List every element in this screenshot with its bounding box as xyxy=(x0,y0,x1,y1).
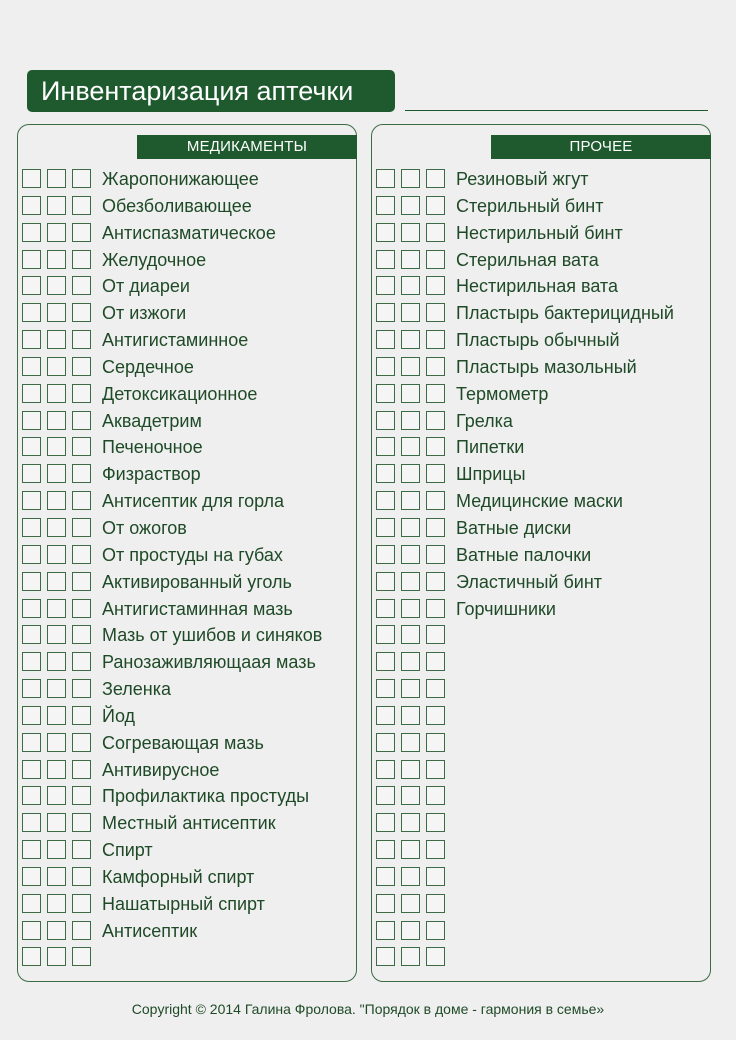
checkbox-1[interactable] xyxy=(22,921,41,940)
checkbox-3[interactable] xyxy=(72,813,91,832)
checklist-row xyxy=(22,303,352,330)
checkbox-1[interactable] xyxy=(22,196,41,215)
checkbox-3[interactable] xyxy=(426,250,445,269)
checkbox-2[interactable] xyxy=(47,813,66,832)
checkbox-1[interactable] xyxy=(376,867,395,886)
checkbox-2[interactable] xyxy=(401,760,420,779)
checkbox-3[interactable] xyxy=(72,196,91,215)
item-label: Пипетки xyxy=(456,437,525,458)
checkbox-2[interactable] xyxy=(401,357,420,376)
checkbox-1[interactable] xyxy=(22,464,41,483)
checkbox-2[interactable] xyxy=(47,840,66,859)
checkbox-2[interactable] xyxy=(401,840,420,859)
checklist-row xyxy=(376,330,706,357)
checkbox-2[interactable] xyxy=(47,276,66,295)
checklist-row xyxy=(22,250,352,277)
item-label: Камфорный спирт xyxy=(102,866,255,887)
checkbox-3[interactable] xyxy=(72,518,91,537)
checkbox-2[interactable] xyxy=(47,545,66,564)
checkbox-1[interactable] xyxy=(22,545,41,564)
item-label: От диареи xyxy=(102,276,190,297)
checkbox-2[interactable] xyxy=(401,384,420,403)
checklist-row xyxy=(22,411,352,438)
checkbox-2[interactable] xyxy=(401,491,420,510)
checkbox-1[interactable] xyxy=(376,169,395,188)
checklist-row xyxy=(376,357,706,384)
checkbox-2[interactable] xyxy=(47,921,66,940)
checkbox-3[interactable] xyxy=(426,706,445,725)
checkbox-2[interactable] xyxy=(47,572,66,591)
item-label: Шприцы xyxy=(456,464,526,485)
checkbox-3[interactable] xyxy=(72,599,91,618)
checklist-row xyxy=(22,652,352,679)
item-label: Физраствор xyxy=(102,464,201,485)
checkbox-1[interactable] xyxy=(22,840,41,859)
checkbox-1[interactable] xyxy=(22,679,41,698)
item-label: От простуды на губах xyxy=(102,544,283,565)
checkbox-1[interactable] xyxy=(376,599,395,618)
checkbox-3[interactable] xyxy=(426,411,445,430)
checklist-row xyxy=(376,760,706,787)
checkbox-1[interactable] xyxy=(376,813,395,832)
checklist-row xyxy=(376,599,706,626)
checkbox-3[interactable] xyxy=(72,545,91,564)
checkbox-2[interactable] xyxy=(47,357,66,376)
item-label: Пластырь обычный xyxy=(456,330,620,351)
checkbox-1[interactable] xyxy=(376,223,395,242)
checkbox-2[interactable] xyxy=(47,437,66,456)
checkbox-3[interactable] xyxy=(426,840,445,859)
checkbox-3[interactable] xyxy=(72,947,91,966)
checkbox-2[interactable] xyxy=(401,250,420,269)
checkbox-3[interactable] xyxy=(72,276,91,295)
checkbox-2[interactable] xyxy=(47,196,66,215)
page-title: Инвентаризация аптечки xyxy=(27,70,395,112)
item-label: Нашатырный спирт xyxy=(102,893,265,914)
checkbox-3[interactable] xyxy=(72,652,91,671)
item-label: От ожогов xyxy=(102,517,187,538)
checkbox-3[interactable] xyxy=(426,384,445,403)
checkbox-2[interactable] xyxy=(401,813,420,832)
checkbox-1[interactable] xyxy=(22,491,41,510)
checkbox-2[interactable] xyxy=(401,276,420,295)
checkbox-1[interactable] xyxy=(22,652,41,671)
checkbox-2[interactable] xyxy=(401,599,420,618)
item-label: Антисептик xyxy=(102,920,198,941)
checkbox-2[interactable] xyxy=(47,330,66,349)
checkbox-1[interactable] xyxy=(22,169,41,188)
checkbox-1[interactable] xyxy=(22,330,41,349)
checkbox-2[interactable] xyxy=(47,867,66,886)
checkbox-2[interactable] xyxy=(47,223,66,242)
checklist-row xyxy=(22,599,352,626)
checkbox-1[interactable] xyxy=(22,303,41,322)
copyright-footer: Copyright © 2014 Галина Фролова. "Порядок в доме - гармония в семье» xyxy=(131,1001,605,1017)
checkbox-2[interactable] xyxy=(47,250,66,269)
checkbox-2[interactable] xyxy=(47,384,66,403)
medications-header: МЕДИКАМЕНТЫ xyxy=(137,135,357,159)
checklist-row xyxy=(22,196,352,223)
checklist-row xyxy=(22,867,352,894)
checkbox-3[interactable] xyxy=(72,921,91,940)
item-label: Ранозаживляющаая мазь xyxy=(102,652,316,673)
checkbox-3[interactable] xyxy=(72,706,91,725)
item-label: Антивирусное xyxy=(102,759,220,780)
checklist-row xyxy=(376,625,706,652)
item-label: Активированный уголь xyxy=(102,571,292,592)
checkbox-3[interactable] xyxy=(426,625,445,644)
checkbox-3[interactable] xyxy=(426,679,445,698)
other-supplies-panel xyxy=(371,124,711,982)
checkbox-3[interactable] xyxy=(426,437,445,456)
checkbox-3[interactable] xyxy=(426,760,445,779)
checkbox-1[interactable] xyxy=(22,223,41,242)
checklist-row xyxy=(376,894,706,921)
checkbox-3[interactable] xyxy=(72,437,91,456)
checkbox-1[interactable] xyxy=(376,411,395,430)
checklist-row xyxy=(22,921,352,948)
checkbox-1[interactable] xyxy=(376,384,395,403)
item-label: От изжоги xyxy=(102,303,187,324)
checkbox-2[interactable] xyxy=(401,330,420,349)
checkbox-3[interactable] xyxy=(72,491,91,510)
checkbox-1[interactable] xyxy=(22,733,41,752)
checkbox-1[interactable] xyxy=(376,760,395,779)
checklist-row xyxy=(376,947,706,974)
checkbox-3[interactable] xyxy=(72,250,91,269)
checkbox-2[interactable] xyxy=(401,921,420,940)
checklist-row xyxy=(22,384,352,411)
checkbox-1[interactable] xyxy=(376,518,395,537)
checklist-row xyxy=(376,169,706,196)
checkbox-2[interactable] xyxy=(47,947,66,966)
checkbox-2[interactable] xyxy=(401,464,420,483)
checklist-row xyxy=(376,545,706,572)
checkbox-1[interactable] xyxy=(376,679,395,698)
checkbox-1[interactable] xyxy=(22,572,41,591)
checklist-row xyxy=(376,867,706,894)
checklist-row xyxy=(22,357,352,384)
checkbox-1[interactable] xyxy=(22,894,41,913)
checklist-row xyxy=(22,625,352,652)
checkbox-3[interactable] xyxy=(426,921,445,940)
checkbox-1[interactable] xyxy=(22,411,41,430)
checkbox-2[interactable] xyxy=(401,894,420,913)
checkbox-1[interactable] xyxy=(376,786,395,805)
item-label: Стерильная вата xyxy=(456,249,599,270)
item-label: Ватные палочки xyxy=(456,544,592,565)
item-label: Нестирильный бинт xyxy=(456,222,623,243)
checkbox-3[interactable] xyxy=(72,894,91,913)
checkbox-3[interactable] xyxy=(426,599,445,618)
checkbox-3[interactable] xyxy=(72,760,91,779)
checkbox-1[interactable] xyxy=(376,330,395,349)
checklist-row xyxy=(22,545,352,572)
medications-list xyxy=(22,169,352,974)
item-label: Обезболивающее xyxy=(102,195,252,216)
checkbox-2[interactable] xyxy=(401,652,420,671)
checklist-row xyxy=(376,464,706,491)
title-underline xyxy=(405,110,708,111)
checkbox-3[interactable] xyxy=(72,223,91,242)
item-label: Сердечное xyxy=(102,356,194,377)
checkbox-1[interactable] xyxy=(22,813,41,832)
checkbox-2[interactable] xyxy=(47,652,66,671)
item-label: Детоксикационное xyxy=(102,383,258,404)
checklist-row xyxy=(22,572,352,599)
checkbox-1[interactable] xyxy=(376,947,395,966)
checklist-row xyxy=(376,437,706,464)
checkbox-1[interactable] xyxy=(376,357,395,376)
checkbox-3[interactable] xyxy=(72,357,91,376)
checklist-row xyxy=(376,706,706,733)
checkbox-2[interactable] xyxy=(401,518,420,537)
checklist-row xyxy=(22,733,352,760)
medications-panel xyxy=(17,124,357,982)
checkbox-3[interactable] xyxy=(72,572,91,591)
checkbox-2[interactable] xyxy=(401,545,420,564)
checklist-row xyxy=(376,303,706,330)
checklist-row xyxy=(376,411,706,438)
checkbox-2[interactable] xyxy=(47,303,66,322)
checkbox-1[interactable] xyxy=(22,599,41,618)
checklist-row xyxy=(376,572,706,599)
checkbox-2[interactable] xyxy=(401,733,420,752)
checklist-row xyxy=(376,491,706,518)
item-label: Жаропонижающее xyxy=(102,169,259,189)
checkbox-1[interactable] xyxy=(376,545,395,564)
checkbox-3[interactable] xyxy=(426,733,445,752)
checkbox-3[interactable] xyxy=(426,867,445,886)
checkbox-2[interactable] xyxy=(401,786,420,805)
checklist-row xyxy=(376,679,706,706)
checkbox-3[interactable] xyxy=(72,411,91,430)
checkbox-2[interactable] xyxy=(47,518,66,537)
checkbox-1[interactable] xyxy=(22,786,41,805)
item-label: Антигистаминная мазь xyxy=(102,598,293,619)
checklist-row xyxy=(376,223,706,250)
checkbox-2[interactable] xyxy=(401,196,420,215)
checkbox-2[interactable] xyxy=(47,894,66,913)
checkbox-3[interactable] xyxy=(72,786,91,805)
item-label: Нестирильная вата xyxy=(456,276,618,297)
checklist-row xyxy=(376,196,706,223)
checkbox-2[interactable] xyxy=(401,437,420,456)
checkbox-3[interactable] xyxy=(426,947,445,966)
checklist-row xyxy=(22,786,352,813)
checkbox-1[interactable] xyxy=(22,384,41,403)
checklist-row xyxy=(22,169,352,196)
checkbox-3[interactable] xyxy=(72,330,91,349)
checkbox-2[interactable] xyxy=(47,464,66,483)
checkbox-3[interactable] xyxy=(426,464,445,483)
item-label: Стерильный бинт xyxy=(456,195,604,216)
checkbox-1[interactable] xyxy=(22,357,41,376)
checkbox-2[interactable] xyxy=(47,679,66,698)
item-label: Мазь от ушибов и синяков xyxy=(102,625,323,646)
checkbox-1[interactable] xyxy=(22,947,41,966)
checkbox-2[interactable] xyxy=(401,223,420,242)
checkbox-1[interactable] xyxy=(376,250,395,269)
checkbox-3[interactable] xyxy=(426,303,445,322)
checklist-row xyxy=(22,813,352,840)
item-label: Антигистаминное xyxy=(102,330,249,351)
item-label: Спирт xyxy=(102,840,153,861)
checkbox-1[interactable] xyxy=(22,518,41,537)
checkbox-3[interactable] xyxy=(426,357,445,376)
checkbox-3[interactable] xyxy=(426,545,445,564)
checkbox-3[interactable] xyxy=(426,223,445,242)
checkbox-1[interactable] xyxy=(376,464,395,483)
item-label: Согревающая мазь xyxy=(102,732,264,753)
checkbox-1[interactable] xyxy=(376,276,395,295)
checkbox-2[interactable] xyxy=(401,411,420,430)
checkbox-3[interactable] xyxy=(72,464,91,483)
item-label: Термометр xyxy=(456,383,549,404)
checkbox-1[interactable] xyxy=(376,840,395,859)
checklist-row xyxy=(22,706,352,733)
checkbox-1[interactable] xyxy=(376,196,395,215)
checkbox-1[interactable] xyxy=(376,572,395,591)
checkbox-1[interactable] xyxy=(22,867,41,886)
item-label: Йод xyxy=(102,705,136,726)
checkbox-2[interactable] xyxy=(47,733,66,752)
checkbox-3[interactable] xyxy=(72,625,91,644)
checklist-row xyxy=(376,518,706,545)
checkbox-1[interactable] xyxy=(22,706,41,725)
checkbox-3[interactable] xyxy=(72,384,91,403)
item-label: Резиновый жгут xyxy=(456,169,589,189)
checkbox-2[interactable] xyxy=(47,760,66,779)
checklist-row xyxy=(376,250,706,277)
checkbox-2[interactable] xyxy=(401,169,420,188)
checkbox-1[interactable] xyxy=(376,652,395,671)
item-label: Пластырь мазольный xyxy=(456,356,637,377)
checkbox-2[interactable] xyxy=(401,572,420,591)
checklist-row xyxy=(376,840,706,867)
checkbox-2[interactable] xyxy=(401,679,420,698)
checkbox-2[interactable] xyxy=(47,491,66,510)
item-label: Зеленка xyxy=(102,679,172,700)
checkbox-3[interactable] xyxy=(72,840,91,859)
item-label: Эластичный бинт xyxy=(456,571,603,592)
checkbox-3[interactable] xyxy=(426,491,445,510)
checklist-row xyxy=(22,518,352,545)
checklist-row xyxy=(376,733,706,760)
checkbox-2[interactable] xyxy=(401,625,420,644)
checkbox-3[interactable] xyxy=(426,169,445,188)
checkbox-3[interactable] xyxy=(426,572,445,591)
checkbox-3[interactable] xyxy=(72,679,91,698)
item-label: Медицинские маски xyxy=(456,491,623,512)
item-label: Грелка xyxy=(456,410,513,431)
checkbox-3[interactable] xyxy=(426,813,445,832)
checklist-row xyxy=(376,813,706,840)
checklist-row xyxy=(376,921,706,948)
item-label: Ватные диски xyxy=(456,517,572,538)
other-supplies-list xyxy=(376,169,706,974)
checklist-row xyxy=(376,652,706,679)
checkbox-1[interactable] xyxy=(376,706,395,725)
checkbox-1[interactable] xyxy=(376,491,395,510)
checklist-row xyxy=(22,276,352,303)
checkbox-1[interactable] xyxy=(376,733,395,752)
checklist-row xyxy=(22,679,352,706)
checkbox-3[interactable] xyxy=(72,303,91,322)
checkbox-3[interactable] xyxy=(72,733,91,752)
checklist-row xyxy=(22,840,352,867)
item-label: Пластырь бактерицидный xyxy=(456,303,674,324)
checkbox-3[interactable] xyxy=(426,196,445,215)
checklist-row xyxy=(22,437,352,464)
checkbox-1[interactable] xyxy=(376,303,395,322)
checkbox-2[interactable] xyxy=(47,599,66,618)
checkbox-2[interactable] xyxy=(47,411,66,430)
item-label: Антисептик для горла xyxy=(102,491,285,512)
checklist-row xyxy=(22,464,352,491)
checklist-row xyxy=(376,384,706,411)
checkbox-2[interactable] xyxy=(47,786,66,805)
checkbox-3[interactable] xyxy=(426,330,445,349)
checkbox-1[interactable] xyxy=(376,437,395,456)
item-label: Желудочное xyxy=(102,249,207,270)
checkbox-2[interactable] xyxy=(47,706,66,725)
checkbox-1[interactable] xyxy=(376,894,395,913)
checkbox-3[interactable] xyxy=(426,894,445,913)
checkbox-3[interactable] xyxy=(426,652,445,671)
item-label: Горчишники xyxy=(456,598,556,619)
checkbox-1[interactable] xyxy=(22,760,41,779)
checkbox-2[interactable] xyxy=(401,947,420,966)
checkbox-3[interactable] xyxy=(72,169,91,188)
checklist-row xyxy=(22,894,352,921)
checkbox-1[interactable] xyxy=(22,276,41,295)
checkbox-2[interactable] xyxy=(401,867,420,886)
checkbox-3[interactable] xyxy=(426,786,445,805)
other-supplies-header: ПРОЧЕЕ xyxy=(491,135,711,159)
checkbox-3[interactable] xyxy=(72,867,91,886)
checkbox-1[interactable] xyxy=(22,250,41,269)
checklist-row xyxy=(22,330,352,357)
checklist-row xyxy=(376,786,706,813)
checkbox-3[interactable] xyxy=(426,276,445,295)
checkbox-1[interactable] xyxy=(376,921,395,940)
checkbox-1[interactable] xyxy=(22,437,41,456)
checklist-row xyxy=(22,760,352,787)
checklist-row xyxy=(376,276,706,303)
checkbox-2[interactable] xyxy=(47,169,66,188)
checkbox-3[interactable] xyxy=(426,518,445,537)
checkbox-1[interactable] xyxy=(376,625,395,644)
checkbox-2[interactable] xyxy=(47,625,66,644)
item-label: Печеночное xyxy=(102,437,203,458)
checkbox-1[interactable] xyxy=(22,625,41,644)
checklist-row xyxy=(22,491,352,518)
item-label: Местный антисептик xyxy=(102,813,276,834)
checkbox-2[interactable] xyxy=(401,706,420,725)
checklist-row xyxy=(22,223,352,250)
checklist-row xyxy=(22,947,352,974)
item-label: Аквадетрим xyxy=(102,410,202,431)
item-label: Антиспазматическое xyxy=(102,222,276,243)
checkbox-2[interactable] xyxy=(401,303,420,322)
item-label: Профилактика простуды xyxy=(102,786,310,807)
